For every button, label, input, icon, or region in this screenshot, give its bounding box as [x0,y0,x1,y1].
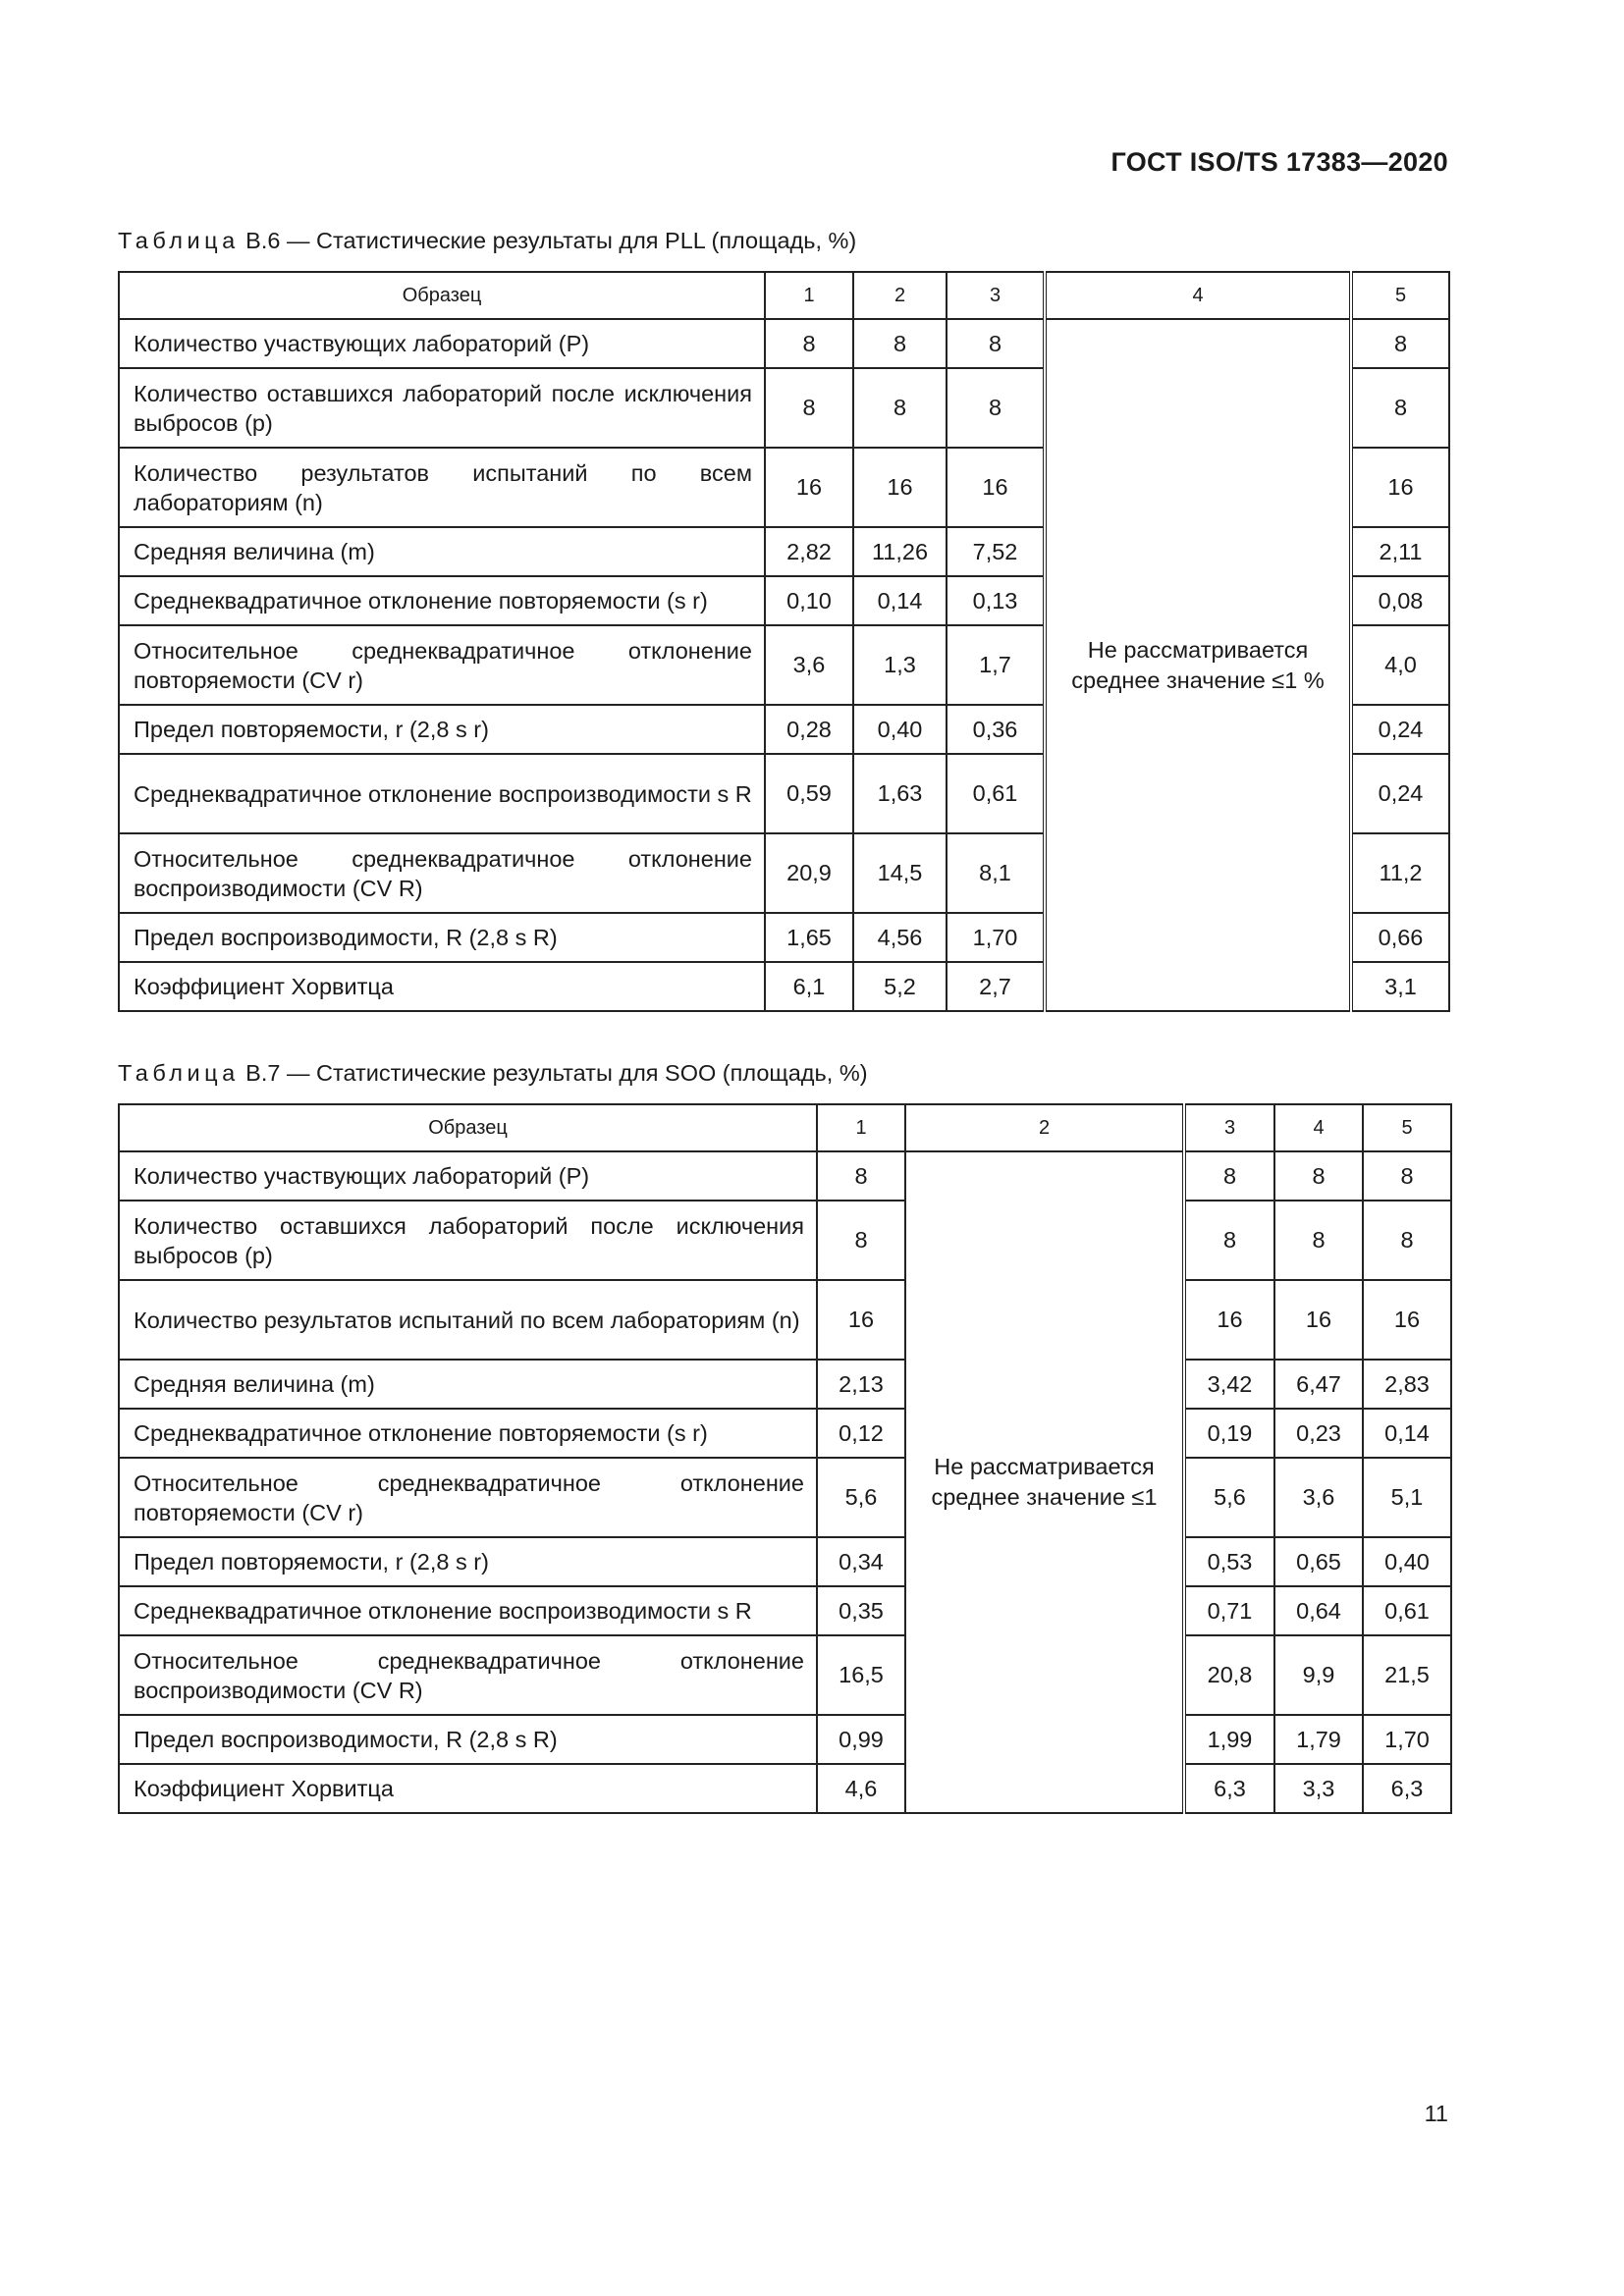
cell-value: 0,65 [1274,1537,1363,1586]
cell-value: 2,13 [817,1360,905,1409]
row-label: Среднеквадратичное отклонение повторяемости (s r) [119,576,765,625]
row-label: Среднеквадратичное отклонение воспроизводимости s R [119,1586,817,1635]
cell-value: 3,6 [1274,1458,1363,1537]
table-b7-col-head: Образец [119,1104,817,1151]
table-row [119,1764,1451,1813]
table-row [119,1280,1451,1360]
cell-value: 3,6 [765,625,853,705]
cell-value: 16 [947,448,1045,527]
cell-value: 2,82 [765,527,853,576]
cell-value: 1,65 [765,913,853,962]
cell-value: 8 [1184,1201,1274,1280]
cell-value: 0,10 [765,576,853,625]
cell-value: 1,3 [853,625,947,705]
table-row [119,1635,1451,1715]
cell-value: 8 [817,1201,905,1280]
cell-value: 20,8 [1184,1635,1274,1715]
table-row [119,1715,1451,1764]
cell-value: 0,28 [765,705,853,754]
cell-value: 16 [1351,448,1449,527]
cell-value: 5,6 [817,1458,905,1537]
cell-value: 1,99 [1184,1715,1274,1764]
cell-value: 0,36 [947,705,1045,754]
cell-value: 5,1 [1363,1458,1451,1537]
cell-value: 1,7 [947,625,1045,705]
table-row [119,1360,1451,1409]
cell-value: 0,12 [817,1409,905,1458]
cell-value: 0,19 [1184,1409,1274,1458]
cell-value: 1,79 [1274,1715,1363,1764]
cell-value: 8 [947,368,1045,448]
row-label: Относительное среднеквадратичное отклонение повторяемости (CV r) [119,1458,817,1537]
cell-value: 20,9 [765,833,853,913]
table-b6-col-2: 2 [853,272,947,319]
cell-value: 0,61 [1363,1586,1451,1635]
cell-value: 5,2 [853,962,947,1011]
cell-value: 1,70 [947,913,1045,962]
row-label: Количество оставшихся лабораторий после исключения выбросов (p) [119,368,765,448]
row-label: Среднеквадратичное отклонение повторяемости (s r) [119,1409,817,1458]
cell-value: 16 [1274,1280,1363,1360]
cell-value: 6,1 [765,962,853,1011]
table-b6-col-1: 1 [765,272,853,319]
cell-value: 5,6 [1184,1458,1274,1537]
cell-value: 8 [817,1151,905,1201]
row-label: Средняя величина (m) [119,527,765,576]
cell-value: 8 [947,319,1045,368]
table-row [119,1409,1451,1458]
cell-value: 0,34 [817,1537,905,1586]
table-b7-col-5: 5 [1363,1104,1451,1151]
table-row [119,1151,1451,1201]
cell-value: 0,35 [817,1586,905,1635]
cell-value: 2,7 [947,962,1045,1011]
row-label: Предел повторяемости, r (2,8 s r) [119,705,765,754]
cell-value: 8 [1351,368,1449,448]
cell-value: 6,3 [1184,1764,1274,1813]
cell-value: 21,5 [1363,1635,1451,1715]
table-row [119,1537,1451,1586]
table-b7-caption [118,1060,868,1087]
table-b7-col-1: 1 [817,1104,905,1151]
cell-value: 0,64 [1274,1586,1363,1635]
cell-value: 8 [1184,1151,1274,1201]
cell-value: 4,6 [817,1764,905,1813]
row-label: Количество участвующих лабораторий (P) [119,1151,817,1201]
cell-value: 0,61 [947,754,1045,833]
table-row [119,1586,1451,1635]
cell-value: 8 [853,368,947,448]
table-b6-col-4: 4 [1045,272,1351,319]
row-label: Коэффициент Хорвитца [119,1764,817,1813]
table-b7-col-2: 2 [905,1104,1184,1151]
cell-value: 8 [1363,1151,1451,1201]
row-label: Относительное среднеквадратичное отклонение воспроизводимости (CV R) [119,833,765,913]
cell-value: 1,70 [1363,1715,1451,1764]
cell-value: 8 [1363,1201,1451,1280]
row-label: Средняя величина (m) [119,1360,817,1409]
table-row [119,319,1449,368]
cell-value: 16 [1184,1280,1274,1360]
cell-value: 0,13 [947,576,1045,625]
table-b6-col-5: 5 [1351,272,1449,319]
cell-value: 11,26 [853,527,947,576]
table-row [119,1201,1451,1280]
cell-value: 16,5 [817,1635,905,1715]
not-considered-note: Не рассматривается среднее значение ≤1 [905,1151,1184,1813]
table-b6-caption-title: В.6 — Статистические результаты для PLL (площадь, %) [239,228,857,253]
cell-value: 0,24 [1351,705,1449,754]
cell-value: 11,2 [1351,833,1449,913]
cell-value: 2,11 [1351,527,1449,576]
table-b7-col-3: 3 [1184,1104,1274,1151]
table-b6 [118,271,1450,1012]
row-label: Предел воспроизводимости, R (2,8 s R) [119,1715,817,1764]
cell-value: 0,59 [765,754,853,833]
table-b6-col-head: Образец [119,272,765,319]
cell-value: 3,1 [1351,962,1449,1011]
cell-value: 0,23 [1274,1409,1363,1458]
cell-value: 3,42 [1184,1360,1274,1409]
cell-value: 16 [817,1280,905,1360]
cell-value: 4,56 [853,913,947,962]
cell-value: 0,71 [1184,1586,1274,1635]
cell-value: 0,99 [817,1715,905,1764]
row-label: Количество результатов испытаний по всем лабораториям (n) [119,448,765,527]
row-label: Относительное среднеквадратичное отклонение повторяемости (CV r) [119,625,765,705]
not-considered-note: Не рассматривается среднее значение ≤1 % [1045,319,1351,1011]
cell-value: 16 [853,448,947,527]
cell-value: 8 [1351,319,1449,368]
table-b7-header-row [119,1104,1451,1151]
row-label: Коэффициент Хорвитца [119,962,765,1011]
row-label: Предел воспроизводимости, R (2,8 s R) [119,913,765,962]
table-b7 [118,1103,1452,1814]
table-b6-col-3: 3 [947,272,1045,319]
cell-value: 8 [1274,1201,1363,1280]
row-label: Предел повторяемости, r (2,8 s r) [119,1537,817,1586]
cell-value: 0,24 [1351,754,1449,833]
cell-value: 3,3 [1274,1764,1363,1813]
row-label: Количество результатов испытаний по всем лабораториям (n) [119,1280,817,1360]
cell-value: 0,53 [1184,1537,1274,1586]
row-label: Количество участвующих лабораторий (P) [119,319,765,368]
cell-value: 0,66 [1351,913,1449,962]
cell-value: 8 [765,319,853,368]
table-b7-caption-title: В.7 — Статистические результаты для SOO (площадь, %) [239,1060,868,1086]
cell-value: 9,9 [1274,1635,1363,1715]
row-label: Количество оставшихся лабораторий после исключения выбросов (p) [119,1201,817,1280]
document-code-header: ГОСТ ISO/TS 17383—2020 [1110,147,1448,177]
table-b6-header-row [119,272,1449,319]
cell-value: 16 [765,448,853,527]
cell-value: 2,83 [1363,1360,1451,1409]
cell-value: 8 [1274,1151,1363,1201]
table-b6-caption-prefix: Таблица [118,228,240,253]
cell-value: 0,40 [853,705,947,754]
cell-value: 0,40 [1363,1537,1451,1586]
cell-value: 8 [765,368,853,448]
page-number: 11 [1424,2101,1448,2126]
row-label: Относительное среднеквадратичное отклонение воспроизводимости (CV R) [119,1635,817,1715]
table-b7-caption-prefix: Таблица [118,1060,240,1086]
cell-value: 8,1 [947,833,1045,913]
table-b6-caption [118,228,856,254]
cell-value: 6,3 [1363,1764,1451,1813]
table-b7-col-4: 4 [1274,1104,1363,1151]
cell-value: 1,63 [853,754,947,833]
cell-value: 8 [853,319,947,368]
cell-value: 14,5 [853,833,947,913]
cell-value: 7,52 [947,527,1045,576]
cell-value: 16 [1363,1280,1451,1360]
cell-value: 0,08 [1351,576,1449,625]
cell-value: 0,14 [1363,1409,1451,1458]
table-row [119,1458,1451,1537]
row-label: Среднеквадратичное отклонение воспроизводимости s R [119,754,765,833]
cell-value: 6,47 [1274,1360,1363,1409]
cell-value: 0,14 [853,576,947,625]
cell-value: 4,0 [1351,625,1449,705]
